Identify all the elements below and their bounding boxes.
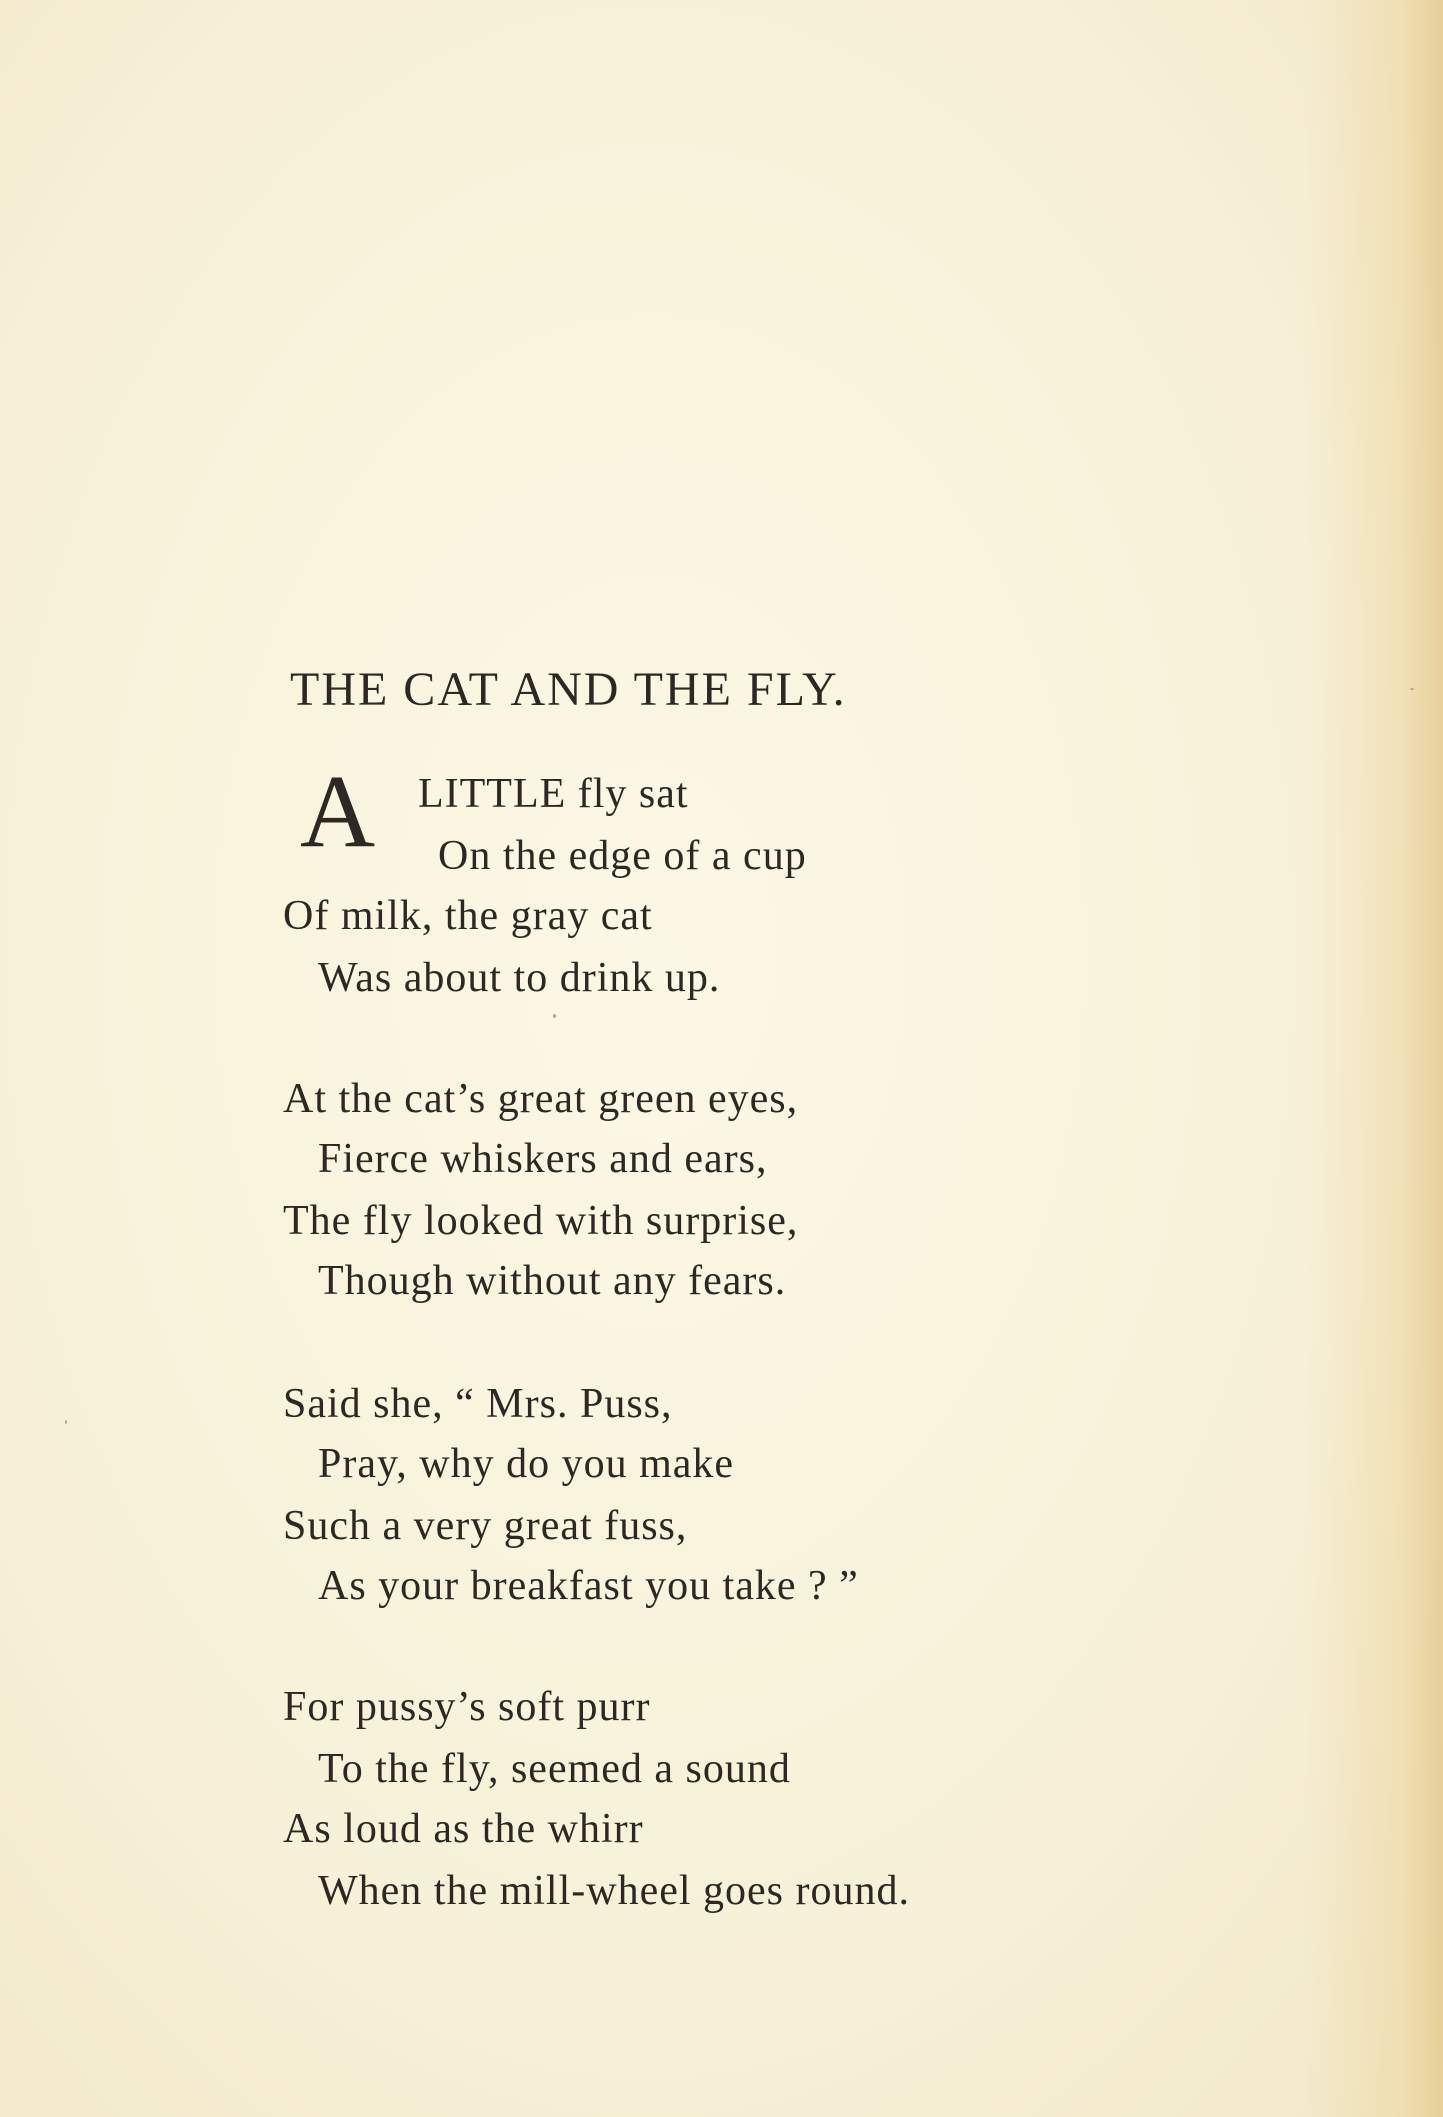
poem-line: Though without any fears. [318,1258,787,1304]
paper-speck [553,1014,556,1018]
page-edge-shading [1303,0,1443,2117]
poem-line: LITTLE fly sat [418,771,689,817]
poem-line: Pray, why do you make [318,1441,735,1487]
paper-speck [1410,688,1414,690]
poem-line: For pussy’s soft purr [283,1684,651,1730]
poem-line: On the edge of a cup [438,833,807,879]
poem-line: At the cat’s great green eyes, [283,1076,799,1122]
paper-speck [65,1420,67,1424]
poem-line: Of milk, the gray cat [283,893,653,939]
poem-line: To the fly, seemed a sound [318,1746,791,1792]
poem-line: As loud as the whirr [283,1806,644,1852]
drop-cap: A [300,754,376,869]
poem-line: Fierce whiskers and ears, [318,1136,768,1182]
poem-line: Said she, “ Mrs. Puss, [283,1381,673,1427]
poem-line: Was about to drink up. [318,955,721,1001]
poem-line: When the mill-wheel goes round. [318,1868,911,1914]
poem-title: THE CAT AND THE FLY. [290,663,847,716]
poem-line: The fly looked with surprise, [283,1198,799,1244]
poem-line: Such a very great fuss, [283,1503,688,1549]
poem-line: As your breakfast you take ? ” [318,1563,859,1609]
